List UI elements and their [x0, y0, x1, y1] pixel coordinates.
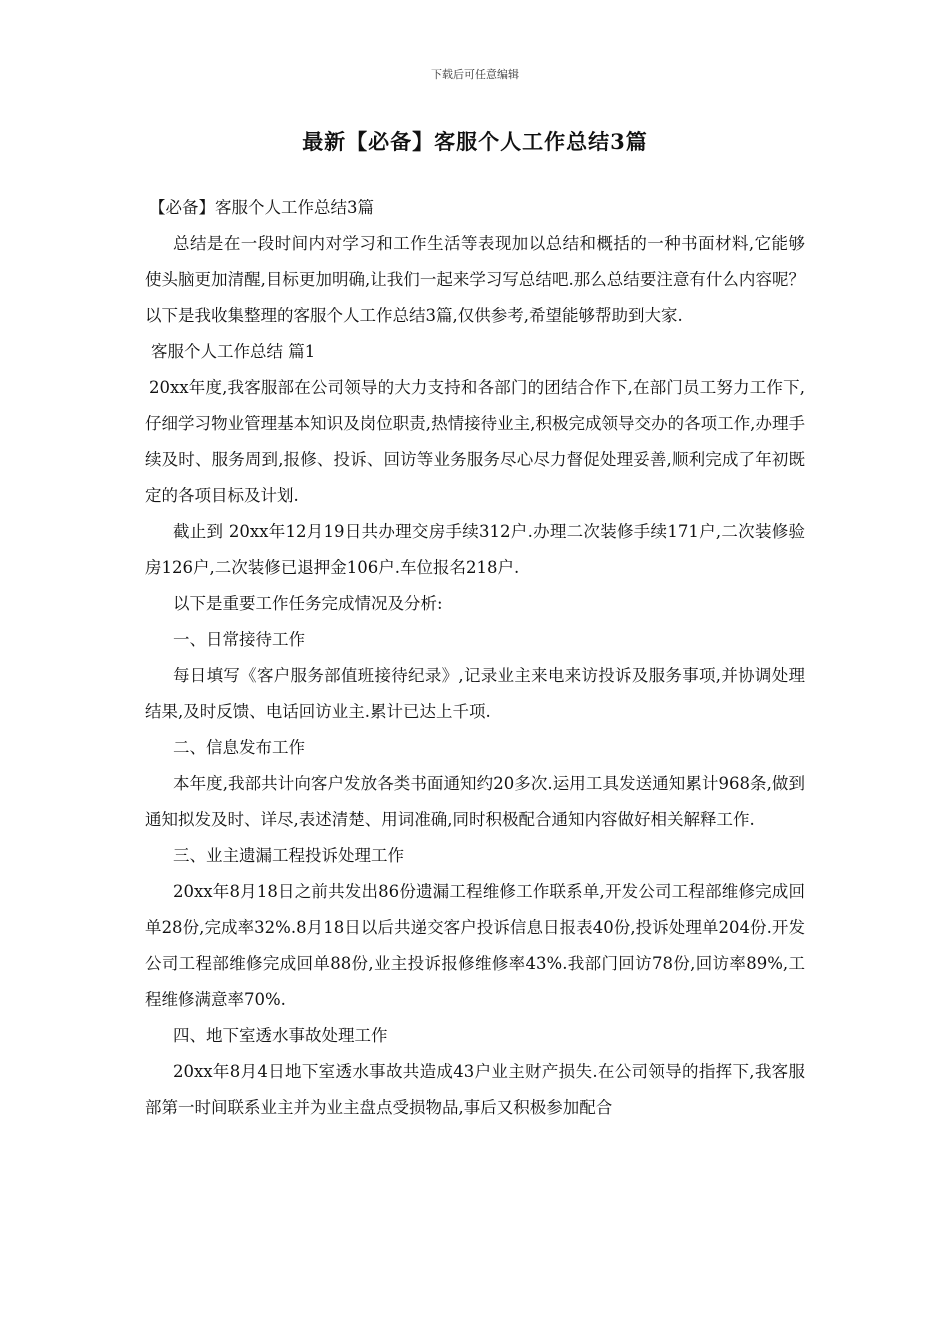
body-paragraph: 20xx年8月18日之前共发出86份遗漏工程维修工作联系单,开发公司工程部维修完成回单28份,完成率32%.8月18日以后共递交客户投诉信息日报表40份,投诉处理单204份.开发公司工程部维修完成回单88份,业主投诉报修维修率43%.我部门回访78份,回访率89%,工程维修满意率70%. — [145, 882, 805, 1009]
section-heading: 四、地下室透水事故处理工作 — [173, 1026, 388, 1045]
body-paragraph: 20xx年8月4日地下室透水事故共造成43户业主财产损失.在公司领导的指挥下,我客服部第一时间联系业主并为业主盘点受损物品,事后又积极参加配合 — [145, 1062, 805, 1117]
section-heading: 三、业主遗漏工程投诉处理工作 — [173, 846, 404, 865]
section-heading-part1: 客服个人工作总结 篇1 — [151, 342, 316, 361]
body-paragraph: 本年度,我部共计向客户发放各类书面通知约20多次.运用工具发送通知累计968条,做到通知拟发及时、详尽,表述清楚、用词准确,同时积极配合通知内容做好相关解释工作. — [145, 774, 805, 829]
document-body — [145, 190, 805, 1126]
subtitle-line: 【必备】客服个人工作总结3篇 — [149, 198, 374, 217]
section-heading: 一、日常接待工作 — [173, 630, 305, 649]
body-paragraph: 20xx年度,我客服部在公司领导的大力支持和各部门的团结合作下,在部门员工努力工作下,仔细学习物业管理基本知识及岗位职责,热情接待业主,积极完成领导交办的各项工作,办理手续及时、服务周到,报修、投诉、回访等业务服务尽心尽力督促处理妥善,顺利完成了年初既定的各项目标及计划. — [145, 378, 805, 505]
section-heading: 二、信息发布工作 — [173, 738, 305, 757]
body-paragraph: 截止到 20xx年12月19日共办理交房手续312户.办理二次装修手续171户,二次装修验房126户,二次装修已退押金106户.车位报名218户. — [145, 522, 805, 577]
document-title: 最新【必备】客服个人工作总结3篇 — [302, 129, 648, 154]
body-paragraph: 以下是重要工作任务完成情况及分析: — [173, 594, 443, 613]
header-note: 下载后可任意编辑 — [431, 68, 519, 81]
intro-paragraph: 总结是在一段时间内对学习和工作生活等表现加以总结和概括的一种书面材料,它能够使头脑更加清醒,目标更加明确,让我们一起来学习写总结吧.那么总结要注意有什么内容呢？以下是我收集整理的客服个人工作总结3篇,仅供参考,希望能够帮助到大家. — [145, 234, 805, 325]
body-paragraph: 每日填写《客户服务部值班接待纪录》,记录业主来电来访投诉及服务事项,并协调处理结果,及时反馈、电话回访业主.累计已达上千项. — [145, 666, 805, 721]
